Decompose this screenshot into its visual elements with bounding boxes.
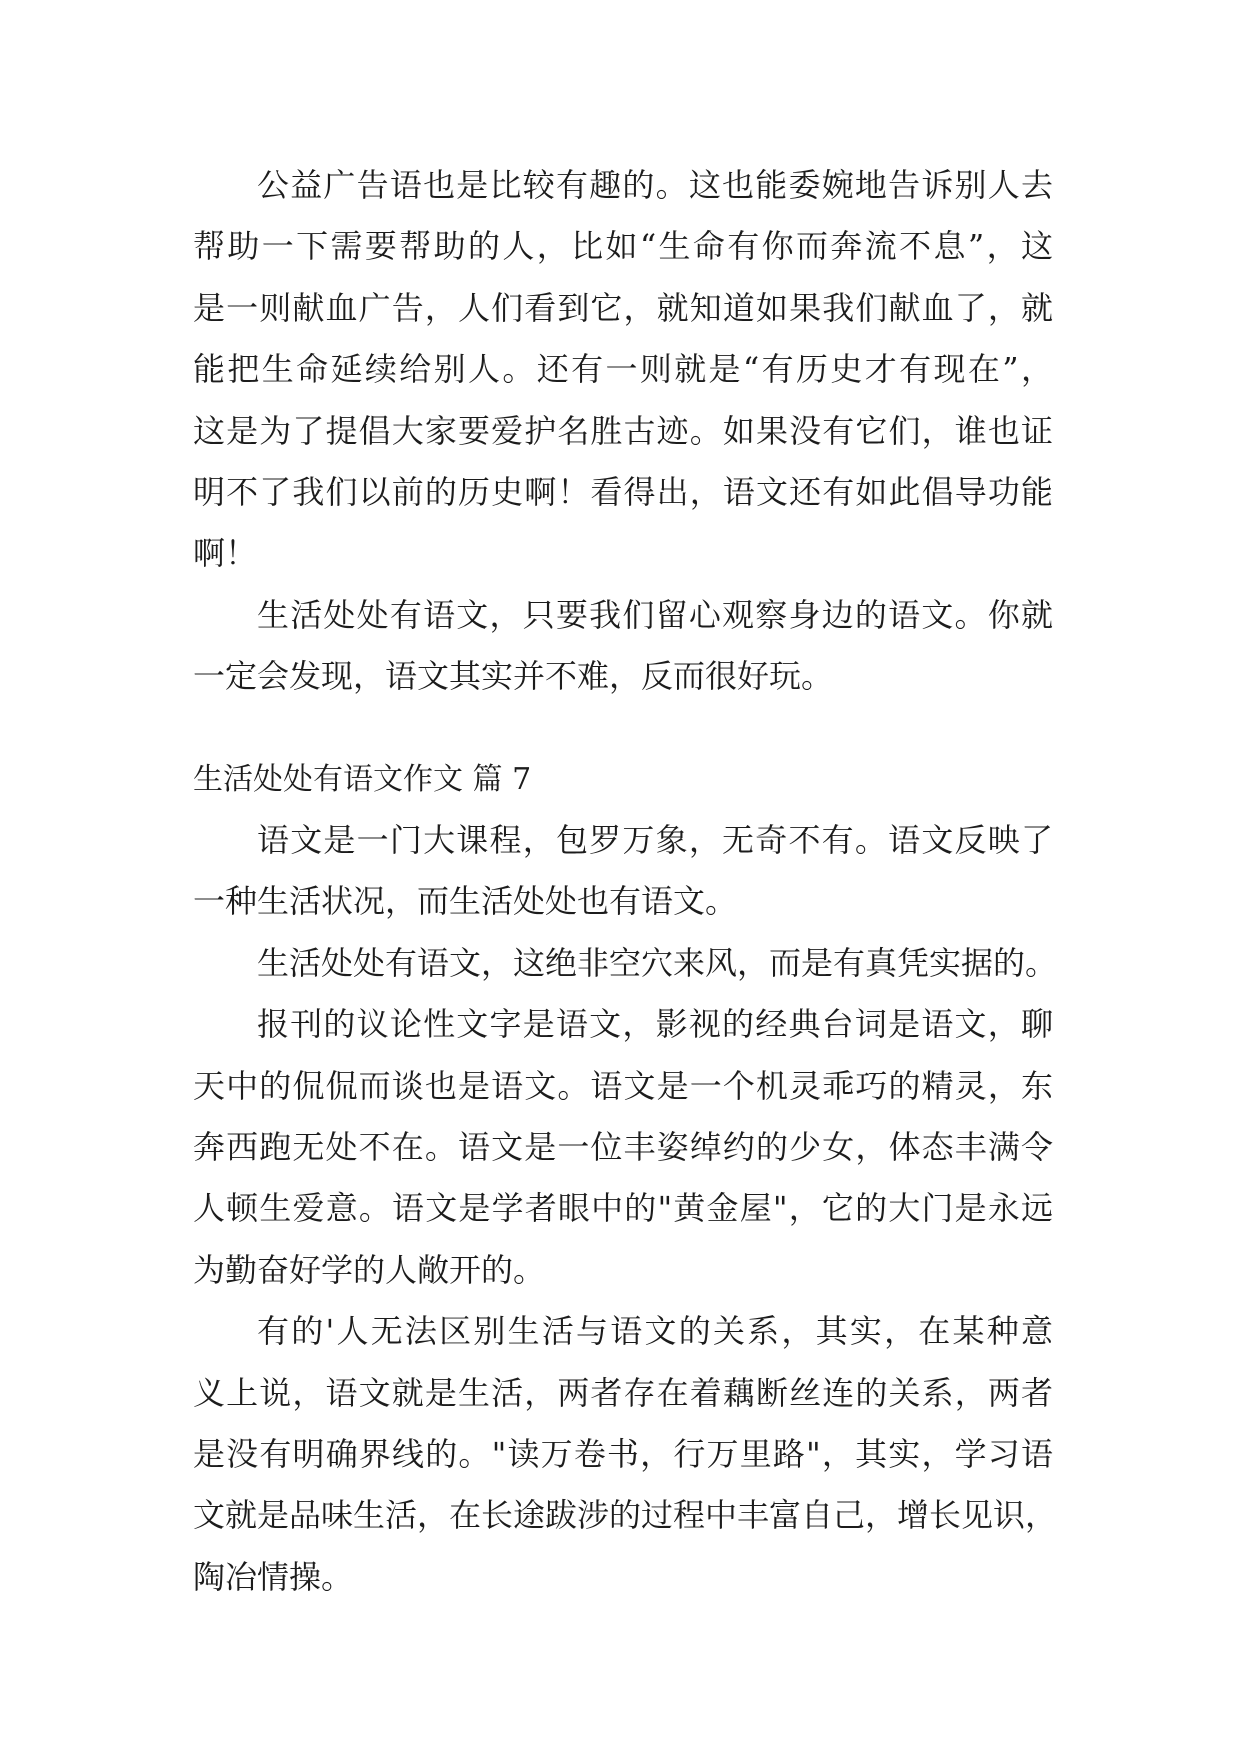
text-line: 义上说，语文就是生活，两者存在着藕断丝连的关系，两者 bbox=[193, 1374, 1053, 1412]
text-line: 能把生命延续给别人。还有一则就是“有历史才有现在”， bbox=[193, 350, 1053, 388]
text-line: 人顿生爱意。语文是学者眼中的"黄金屋"，它的大门是永远 bbox=[193, 1189, 1053, 1227]
text-line: 报刊的议论性文字是语文，影视的经典台词是语文，聊 bbox=[257, 1005, 1053, 1043]
text-line: 公益广告语也是比较有趣的。这也能委婉地告诉别人去 bbox=[257, 166, 1053, 204]
text-line: 一种生活状况，而生活处处也有语文。 bbox=[193, 882, 738, 920]
section-heading: 生活处处有语文作文 篇 7 bbox=[193, 762, 532, 797]
text-line: 是没有明确界线的。"读万卷书，行万里路"，其实，学习语 bbox=[193, 1435, 1053, 1473]
text-line: 为勤奋好学的人敞开的。 bbox=[193, 1251, 546, 1289]
text-line: 天中的侃侃而谈也是语文。语文是一个机灵乖巧的精灵，东 bbox=[193, 1067, 1053, 1105]
text-line: 文就是品味生活，在长途跋涉的过程中丰富自己，增长见识， bbox=[193, 1496, 1058, 1534]
text-line: 是一则献血广告，人们看到它，就知道如果我们献血了，就 bbox=[193, 289, 1053, 327]
text-line: 陶冶情操。 bbox=[193, 1558, 354, 1596]
text-line: 有的'人无法区别生活与语文的关系，其实，在某种意 bbox=[257, 1312, 1053, 1350]
text-line: 这是为了提倡大家要爱护名胜古迹。如果没有它们，谁也证 bbox=[193, 412, 1053, 450]
text-line: 一定会发现，语文其实并不难，反而很好玩。 bbox=[193, 657, 834, 695]
text-line: 生活处处有语文，这绝非空穴来风，而是有真凭实据的。 bbox=[257, 944, 1058, 982]
text-line: 啊！ bbox=[193, 534, 258, 572]
text-line: 帮助一下需要帮助的人，比如“生命有你而奔流不息”，这 bbox=[193, 227, 1053, 265]
text-line: 奔西跑无处不在。语文是一位丰姿绰约的少女，体态丰满令 bbox=[193, 1128, 1053, 1166]
text-line: 语文是一门大课程，包罗万象，无奇不有。语文反映了 bbox=[257, 821, 1053, 859]
text-line: 生活处处有语文，只要我们留心观察身边的语文。你就 bbox=[257, 596, 1053, 634]
text-line: 明不了我们以前的历史啊！看得出，语文还有如此倡导功能 bbox=[193, 473, 1053, 511]
